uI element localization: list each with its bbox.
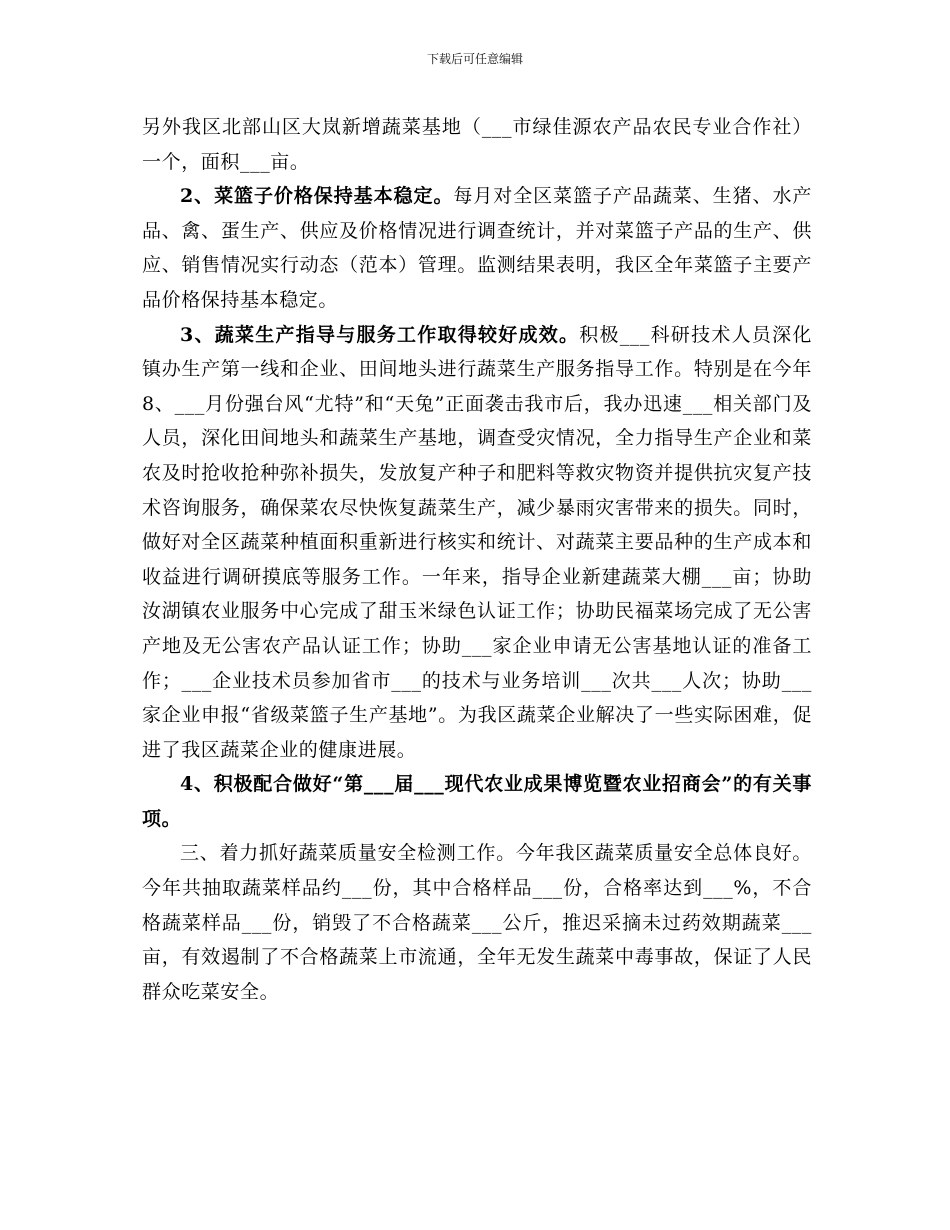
document-body <box>142 110 812 1009</box>
paragraph-text: 另外我区北部山区大岚新增蔬菜基地（___市绿佳源农产品农民专业合作社）一个，面积___亩。 <box>142 116 812 173</box>
section-heading: 4、积极配合做好“第___届___现代农业成果博览暨农业招商会”的有关事项。 <box>142 773 812 830</box>
paragraph-production-guidance <box>142 318 812 768</box>
paragraph-text: 积极___科研技术人员深化镇办生产第一线和企业、田间地头进行蔬菜生产服务指导工作。特别是在今年8、___月份强台风“尤特”和“天兔”正面袭击我市后，我办迅速___相关部门及人员，深化田间地头和蔬菜生产基地，调查受灾情况，全力指导生产企业和菜农及时抢收抢种弥补损失，发放复产种子和肥料等救灾物资并提供抗灾复产技术咨询服务，确保菜农尽快恢复蔬菜生产，减少暴雨灾害带来的损失。同时，做好对全区蔬菜种植面积重新进行核实和统计、对蔬菜主要品种的生产成本和收益进行调研摸底等服务工作。一年来，指导企业新建蔬菜大棚___亩；协助汝湖镇农业服务中心完成了甜玉米绿色认证工作；协助民福菜场完成了无公害产地及无公害农产品认证工作；协助___家企业申请无公害基地认证的准备工作；___企业技术员参加省市___的技术与业务培训___次共___人次；协助___家企业申报“省级菜篮子生产基地”。为我区蔬菜企业解决了一些实际困难，促进了我区蔬菜企业的健康进展。 <box>142 323 812 761</box>
section-heading: 2、菜篮子价格保持基本稳定。 <box>180 185 454 208</box>
paragraph-price-stable <box>142 179 812 317</box>
page-header: 下载后可任意编辑 <box>426 52 523 66</box>
paragraph-mountain-base <box>142 110 812 179</box>
paragraph-quality-safety <box>142 836 812 1009</box>
section-heading: 3、蔬菜生产指导与服务工作取得较好成效。 <box>180 323 580 346</box>
paragraph-text: 三、着力抓好蔬菜质量安全检测工作。今年我区蔬菜质量安全总体良好。今年共抽取蔬菜样品约___份，其中合格样品___份，合格率达到___%，不合格蔬菜样品___份，销毁了不合格蔬菜___公斤，推迟采摘未过药效期蔬菜___亩，有效遏制了不合格蔬菜上市流通，全年无发生蔬菜中毒事故，保证了人民群众吃菜安全。 <box>142 842 812 1003</box>
paragraph-expo <box>142 767 812 836</box>
paragraph-text: 每月对全区菜篮子产品蔬菜、生猪、水产品、禽、蛋生产、供应及价格情况进行调查统计，并对菜篮子产品的生产、供应、销售情况实行动态（范本）管理。监测结果表明，我区全年菜篮子主要产品价格保持基本稳定。 <box>142 185 812 311</box>
